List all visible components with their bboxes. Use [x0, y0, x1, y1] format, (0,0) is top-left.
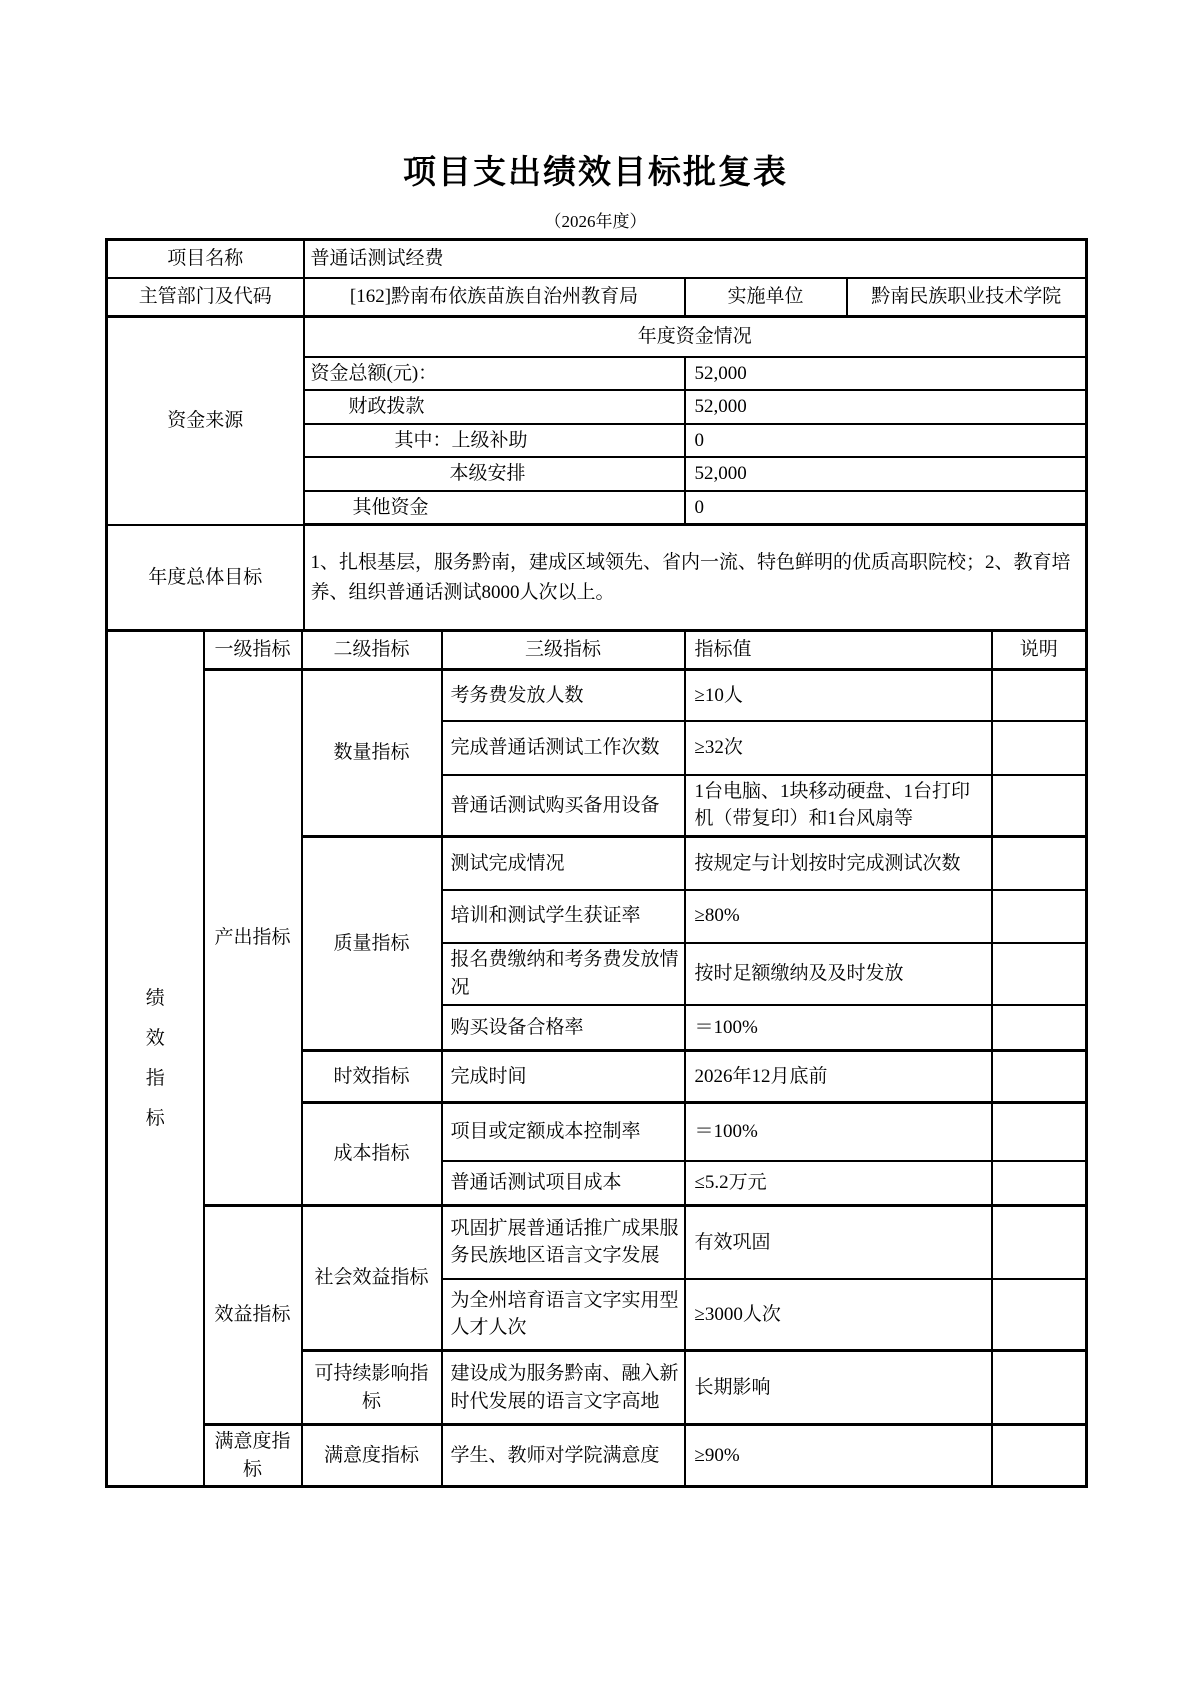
level3-cell: 建设成为服务黔南、融入新时代发展的语言文字高地	[442, 1351, 685, 1425]
level3-cell: 培训和测试学生获证率	[442, 890, 685, 943]
note-cell	[992, 1161, 1087, 1206]
level2-cell: 数量指标	[302, 670, 442, 837]
note-cell	[992, 943, 1087, 1005]
header-level1: 一级指标	[204, 631, 302, 670]
note-cell	[992, 1206, 1087, 1279]
page-subtitle: （2026年度）	[544, 212, 647, 231]
fund-local-value: 52,000	[685, 457, 1087, 491]
value-cell: 按时足额缴纳及及时发放	[685, 943, 992, 1005]
note-cell	[992, 775, 1087, 837]
project-name-value: 普通话测试经费	[304, 240, 1087, 278]
indicator-row	[107, 1425, 1087, 1487]
dept-label: 主管部门及代码	[107, 278, 304, 317]
note-cell	[992, 670, 1087, 721]
level2-cell: 可持续影响指标	[302, 1351, 442, 1425]
dept-value: [162]黔南布依族苗族自治州教育局	[304, 278, 685, 317]
fund-other-label: 其他资金	[304, 491, 685, 525]
level3-cell: 项目或定额成本控制率	[442, 1103, 685, 1161]
fund-total-value: 52,000	[685, 357, 1087, 391]
impl-unit-value: 黔南民族职业技术学院	[847, 278, 1087, 317]
funds-source-label: 资金来源	[107, 317, 304, 525]
level3-cell: 测试完成情况	[442, 837, 685, 890]
value-cell: ≥32次	[685, 721, 992, 775]
note-cell	[992, 1005, 1087, 1051]
value-cell: ＝100%	[685, 1103, 992, 1161]
value-cell: 1台电脑、1块移动硬盘、1台打印机（带复印）和1台风扇等	[685, 775, 992, 837]
level3-cell: 考务费发放人数	[442, 670, 685, 721]
value-cell: ≥10人	[685, 670, 992, 721]
level3-cell: 巩固扩展普通话推广成果服务民族地区语言文字发展	[442, 1206, 685, 1279]
note-cell	[992, 1351, 1087, 1425]
annual-funds-header: 年度资金情况	[304, 317, 1087, 357]
level3-cell: 完成时间	[442, 1051, 685, 1103]
value-cell: ≥80%	[685, 890, 992, 943]
value-cell: ≥3000人次	[685, 1279, 992, 1351]
fund-superior-label: 其中：上级补助	[304, 424, 685, 458]
level1-cell: 产出指标	[204, 670, 302, 1206]
fund-local-label: 本级安排	[304, 457, 685, 491]
page-title: 项目支出绩效目标批复表	[403, 153, 788, 190]
fund-fiscal-label: 财政拨款	[304, 390, 685, 424]
level3-cell: 学生、教师对学院满意度	[442, 1425, 685, 1487]
annual-goal-label: 年度总体目标	[107, 525, 304, 631]
note-cell	[992, 1103, 1087, 1161]
impl-unit-label: 实施单位	[685, 278, 847, 317]
level3-cell: 为全州培育语言文字实用型人才人次	[442, 1279, 685, 1351]
note-cell	[992, 1279, 1087, 1351]
level2-cell: 质量指标	[302, 837, 442, 1051]
level3-cell: 普通话测试项目成本	[442, 1161, 685, 1206]
note-cell	[992, 1425, 1087, 1487]
performance-section-label: 绩 效 指 标	[107, 631, 204, 1487]
fund-total-label: 资金总额(元)：	[304, 357, 685, 391]
level3-cell: 购买设备合格率	[442, 1005, 685, 1051]
header-level3: 三级指标	[442, 631, 685, 670]
value-cell: ≥90%	[685, 1425, 992, 1487]
header-value: 指标值	[685, 631, 992, 670]
info-table	[105, 238, 1088, 632]
level1-cell: 满意度指标	[204, 1425, 302, 1487]
note-cell	[992, 1051, 1087, 1103]
level2-cell: 时效指标	[302, 1051, 442, 1103]
level2-cell: 成本指标	[302, 1103, 442, 1206]
fund-fiscal-value: 52,000	[685, 390, 1087, 424]
value-cell: ＝100%	[685, 1005, 992, 1051]
level3-cell: 报名费缴纳和考务费发放情况	[442, 943, 685, 1005]
indicator-row	[107, 670, 1087, 721]
indicators-table	[105, 629, 1088, 1488]
level1-cell: 效益指标	[204, 1206, 302, 1425]
note-cell	[992, 890, 1087, 943]
value-cell: ≤5.2万元	[685, 1161, 992, 1206]
value-cell: 按规定与计划按时完成测试次数	[685, 837, 992, 890]
note-cell	[992, 837, 1087, 890]
value-cell: 2026年12月底前	[685, 1051, 992, 1103]
level2-cell: 社会效益指标	[302, 1206, 442, 1351]
annual-goal-text: 1、扎根基层，服务黔南，建成区域领先、省内一流、特色鲜明的优质高职院校；2、教育培养、组织普通话测试8000人次以上。	[304, 525, 1087, 631]
note-cell	[992, 721, 1087, 775]
header-note: 说明	[992, 631, 1087, 670]
level3-cell: 完成普通话测试工作次数	[442, 721, 685, 775]
project-name-label: 项目名称	[107, 240, 304, 278]
value-cell: 有效巩固	[685, 1206, 992, 1279]
fund-other-value: 0	[685, 491, 1087, 525]
header-level2: 二级指标	[302, 631, 442, 670]
indicator-row	[107, 1206, 1087, 1279]
fund-superior-value: 0	[685, 424, 1087, 458]
level2-cell: 满意度指标	[302, 1425, 442, 1487]
level3-cell: 普通话测试购买备用设备	[442, 775, 685, 837]
value-cell: 长期影响	[685, 1351, 992, 1425]
